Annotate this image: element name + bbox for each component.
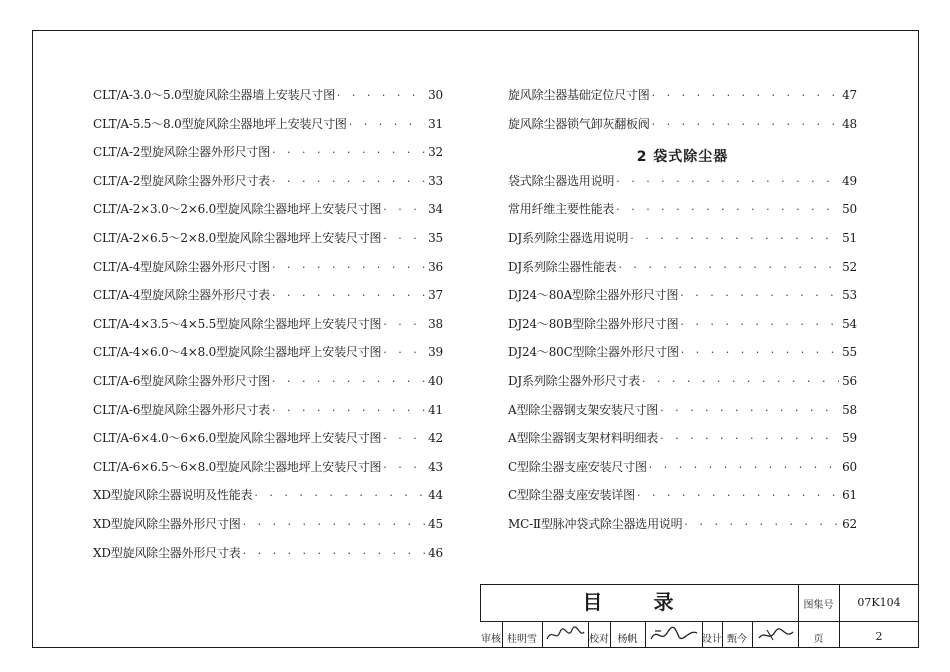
toc-entry-title: CLT/A-6型旋风除尘器外形尺寸表 <box>93 402 270 417</box>
dot-leader <box>681 346 839 359</box>
toc-entry-title: CLT/A-2×6.5～2×8.0型旋风除尘器地坪上安装尺寸图 <box>93 230 382 245</box>
toc-entry-title: DJ24～80C型除尘器外形尺寸图 <box>508 345 679 360</box>
dot-leader <box>660 432 839 445</box>
atlas-number-label: 图集号 <box>803 600 834 611</box>
toc-entry-title: DJ24～80B型除尘器外形尺寸图 <box>508 316 679 331</box>
toc-left-column <box>93 86 443 572</box>
toc-entry-page: 38 <box>428 316 443 331</box>
dot-leader <box>272 146 425 159</box>
toc-entry <box>508 343 857 372</box>
toc-entry <box>93 544 443 573</box>
dot-leader <box>680 318 839 331</box>
dot-leader <box>272 289 425 302</box>
toc-entry-title: DJ24～80A型除尘器外形尺寸图 <box>508 288 679 303</box>
toc-entry <box>508 515 857 544</box>
toc-entry-page: 41 <box>428 402 443 417</box>
toc-entry-page: 48 <box>842 116 857 131</box>
toc-entry <box>508 315 857 344</box>
dot-leader <box>649 461 839 474</box>
toc-entry <box>508 115 857 144</box>
toc-entry-title: CLT/A-4型旋风除尘器外形尺寸图 <box>93 259 270 274</box>
toc-entry-page: 61 <box>842 488 857 503</box>
toc-entry <box>508 86 857 115</box>
toc-entry <box>508 372 857 401</box>
dot-leader <box>243 518 425 531</box>
toc-entry-page: 51 <box>842 230 857 245</box>
toc-entry-page: 55 <box>842 345 857 360</box>
dot-leader <box>637 489 839 502</box>
toc-entry-page: 54 <box>842 316 857 331</box>
dot-leader <box>383 346 425 359</box>
page-title: 目 录 <box>582 590 696 614</box>
toc-entry-title: XD型旋风除尘器外形尺寸图 <box>93 516 241 531</box>
toc-entry-title: C型除尘器支座安装详图 <box>508 488 635 503</box>
toc-entry-page: 45 <box>428 516 443 531</box>
toc-entry <box>93 486 443 515</box>
dot-leader <box>652 89 839 102</box>
toc-entry-page: 56 <box>842 373 857 388</box>
title-block <box>480 584 919 648</box>
toc-entry-page: 47 <box>842 88 857 102</box>
toc-entry-page: 33 <box>428 173 443 188</box>
toc-entry-page: 52 <box>842 259 857 274</box>
toc-entry-page: 32 <box>428 145 443 160</box>
toc-entry <box>508 200 857 229</box>
toc-entry-page: 42 <box>428 431 443 446</box>
page-number: 2 <box>875 630 883 643</box>
toc-entry-title: A型除尘器钢支架安装尺寸图 <box>508 402 659 417</box>
toc-entry-page: 40 <box>428 373 443 388</box>
toc-entry <box>93 372 443 401</box>
page-label: 页 <box>813 634 824 645</box>
toc-entry-title: 旋风除尘器锁气卸灰翻板阀 <box>508 116 650 131</box>
dot-leader <box>630 232 839 245</box>
toc-entry-page: 31 <box>428 116 443 131</box>
toc-entry-title: C型除尘器支座安装尺寸图 <box>508 459 647 474</box>
toc-entry <box>93 458 443 487</box>
toc-entry <box>508 429 857 458</box>
toc-entry-page: 58 <box>842 402 857 417</box>
toc-entry <box>508 458 857 487</box>
toc-entry-page: 43 <box>428 459 443 474</box>
reviewer-name: 桂明雪 <box>507 634 537 645</box>
dot-leader <box>383 432 425 445</box>
toc-entry <box>93 229 443 258</box>
toc-entry-title: CLT/A-5.5～8.0型旋风除尘器地坪上安装尺寸图 <box>93 116 347 131</box>
dot-leader <box>618 261 839 274</box>
dot-leader <box>642 375 839 388</box>
toc-entry-page: 46 <box>428 545 443 560</box>
toc-entry-title: DJ系列除尘器外形尺寸表 <box>508 373 641 388</box>
checker-name: 杨帆 <box>617 634 638 645</box>
toc-entry-page: 35 <box>428 230 443 245</box>
toc-entry-title: XD型旋风除尘器说明及性能表 <box>93 488 253 503</box>
toc-entry <box>508 286 857 315</box>
toc-entry <box>93 515 443 544</box>
toc-entry <box>93 401 443 430</box>
toc-entry-title: CLT/A-6×6.5～6×8.0型旋风除尘器地坪上安装尺寸图 <box>93 459 382 474</box>
toc-entry <box>93 343 443 372</box>
toc-entry-page: 44 <box>428 488 443 503</box>
toc-entry-page: 53 <box>842 288 857 303</box>
toc-entry-title: MC-Ⅱ型脉冲袋式除尘器选用说明 <box>508 516 683 531</box>
dot-leader <box>383 232 425 245</box>
toc-entry-title: 旋风除尘器基础定位尺寸图 <box>508 88 650 102</box>
toc-entry-title: CLT/A-6型旋风除尘器外形尺寸图 <box>93 373 270 388</box>
checker-signature <box>647 623 701 647</box>
toc-entry <box>93 172 443 201</box>
toc-entry-title: CLT/A-2×3.0～2×6.0型旋风除尘器地坪上安装尺寸图 <box>93 202 382 217</box>
atlas-number: 07K104 <box>857 596 901 609</box>
toc-entry-page: 39 <box>428 345 443 360</box>
toc-entry-title: CLT/A-4×3.5～4×5.5型旋风除尘器地坪上安装尺寸图 <box>93 316 382 331</box>
dot-leader <box>660 404 839 417</box>
toc-entry-title: CLT/A-6×4.0～6×6.0型旋风除尘器地坪上安装尺寸图 <box>93 431 382 446</box>
dot-leader <box>616 175 839 188</box>
check-label: 校对 <box>589 634 609 645</box>
toc-entry-page: 37 <box>428 288 443 303</box>
toc-entry-page: 60 <box>842 459 857 474</box>
toc-entry <box>93 143 443 172</box>
toc-entry-page: 62 <box>842 516 857 531</box>
dot-leader <box>272 375 425 388</box>
toc-entry-page: 34 <box>428 202 443 217</box>
toc-entry <box>508 486 857 515</box>
toc-entry <box>93 315 443 344</box>
review-label: 审核 <box>481 634 501 645</box>
dot-leader <box>272 261 425 274</box>
toc-entry <box>93 286 443 315</box>
dot-leader <box>383 461 425 474</box>
toc-entry-title: XD型旋风除尘器外形尺寸表 <box>93 545 241 560</box>
toc-entry <box>508 172 857 201</box>
dot-leader <box>243 547 425 560</box>
toc-entry-title: 袋式除尘器选用说明 <box>508 173 615 188</box>
toc-entry <box>93 86 443 115</box>
dot-leader <box>272 175 425 188</box>
dot-leader <box>349 118 425 131</box>
dot-leader <box>680 289 839 302</box>
toc-entry-title: CLT/A-2型旋风除尘器外形尺寸图 <box>93 145 270 160</box>
designer-signature <box>755 624 797 646</box>
section-heading: 2 袋式除尘器 <box>636 149 729 166</box>
toc-entry <box>93 258 443 287</box>
toc-entry-title: 常用纤维主要性能表 <box>508 202 615 217</box>
toc-entry-title: CLT/A-3.0～5.0型旋风除尘器墙上安装尺寸图 <box>93 88 335 102</box>
toc-entry-title: CLT/A-4型旋风除尘器外形尺寸表 <box>93 288 270 303</box>
toc-entry-title: CLT/A-4×6.0～4×8.0型旋风除尘器地坪上安装尺寸图 <box>93 345 382 360</box>
toc-entry-title: DJ系列除尘器选用说明 <box>508 230 629 245</box>
toc-entry-page: 36 <box>428 259 443 274</box>
toc-entry-page: 59 <box>842 431 857 446</box>
toc-entry-page: 30 <box>428 88 443 102</box>
dot-leader <box>337 89 425 102</box>
toc-right-column <box>508 86 857 544</box>
dot-leader <box>684 518 839 531</box>
toc-entry-title: A型除尘器钢支架材料明细表 <box>508 431 659 446</box>
toc-entry <box>508 401 857 430</box>
dot-leader <box>383 203 425 216</box>
design-label: 设计 <box>702 634 722 645</box>
toc-entry <box>93 429 443 458</box>
toc-entry <box>93 115 443 144</box>
dot-leader <box>254 489 425 502</box>
dot-leader <box>383 318 425 331</box>
toc-entry-title: CLT/A-2型旋风除尘器外形尺寸表 <box>93 173 270 188</box>
toc-entry-page: 50 <box>842 202 857 217</box>
toc-entry <box>93 200 443 229</box>
toc-entry-page: 49 <box>842 173 857 188</box>
dot-leader <box>272 404 425 417</box>
toc-entry-title: DJ系列除尘器性能表 <box>508 259 617 274</box>
toc-entry <box>508 229 857 258</box>
toc-entry <box>508 258 857 287</box>
designer-name: 甄今 <box>727 634 747 645</box>
dot-leader <box>616 203 839 216</box>
dot-leader <box>652 118 839 131</box>
reviewer-signature <box>544 624 586 646</box>
